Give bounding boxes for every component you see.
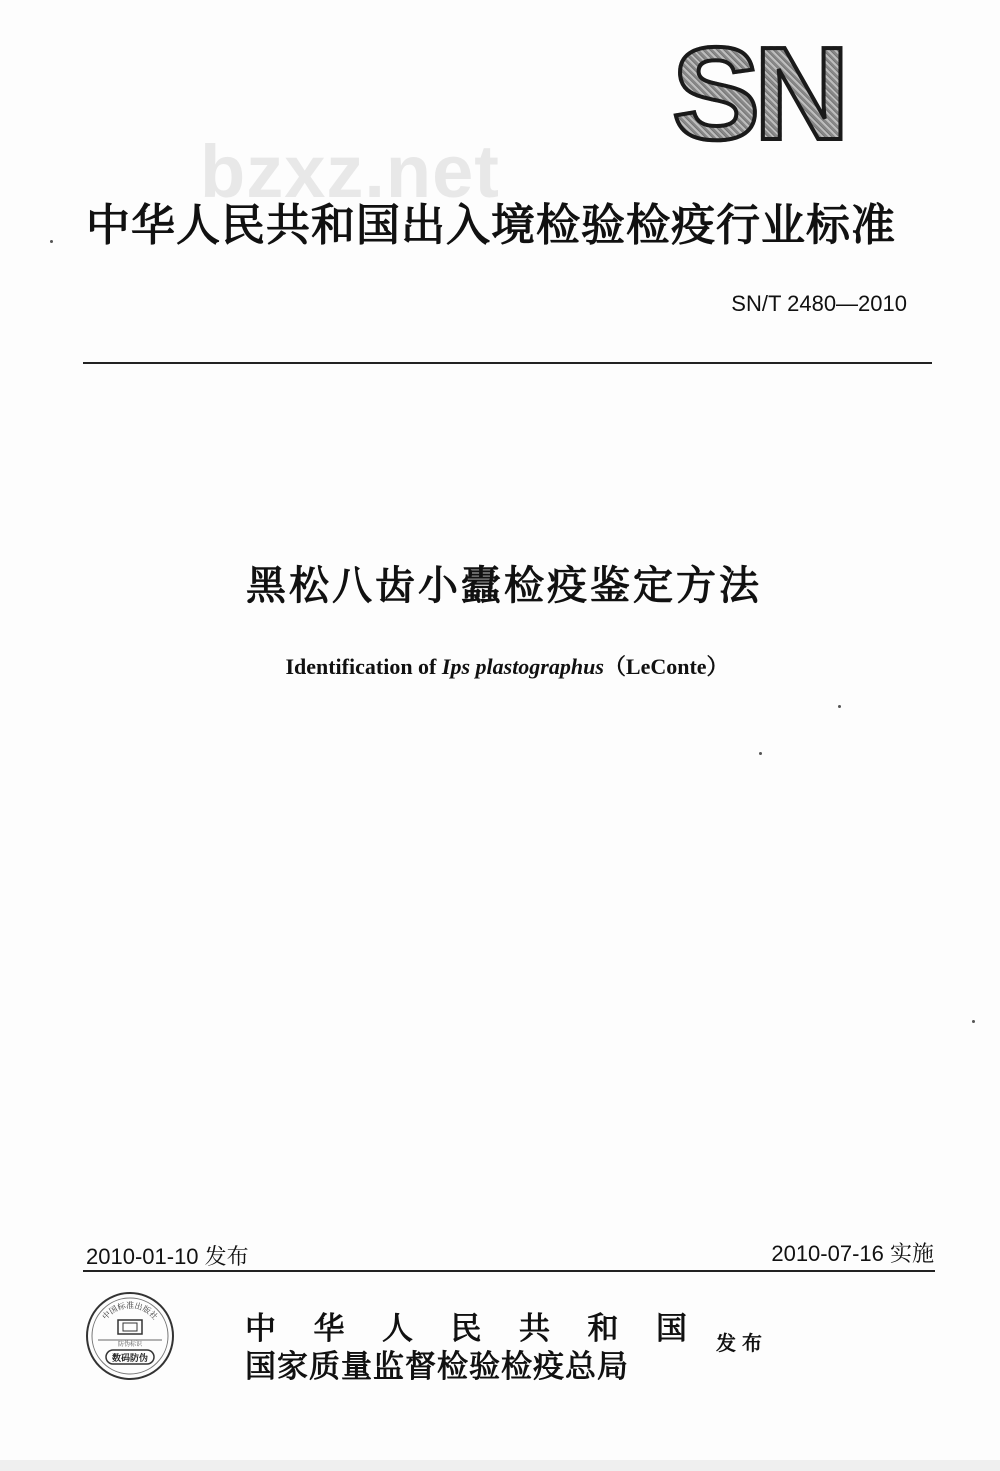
issuer-agency-name: 国家质量监督检验检疫总局 [245, 1349, 629, 1385]
scan-speck [50, 240, 53, 243]
scan-speck [838, 705, 841, 708]
issuer-char: 中 [245, 1311, 276, 1347]
sn-logo [672, 20, 882, 167]
issuer-char: 共 [519, 1311, 550, 1347]
publish-label: 发布 [716, 1331, 768, 1355]
standard-number: SN/T 2480—2010 [731, 291, 907, 316]
subtitle-prefix: Identification of [285, 654, 442, 679]
issuer-char: 人 [382, 1311, 413, 1347]
issue-date: 2010-01-10 发布 [86, 1244, 249, 1269]
standard-category-title: 中华人民共和国出入境检验检疫行业标准 [86, 200, 896, 251]
page-bottom-edge [0, 1460, 1000, 1471]
seal-bottom-text: 数码防伪 [111, 1354, 149, 1364]
scan-speck [759, 752, 762, 755]
issuer-char: 民 [450, 1311, 482, 1347]
implementation-date: 2010-07-16 实施 [771, 1241, 934, 1266]
sn-logo-text: SN [672, 20, 844, 167]
svg-text:中国标准出版社 [100, 1300, 160, 1321]
anti-counterfeit-seal [84, 1290, 176, 1382]
issuing-authority [245, 1310, 695, 1386]
subtitle-suffix: （LeConte） [603, 654, 729, 679]
scan-speck [972, 1020, 975, 1023]
issuer-char: 华 [313, 1311, 345, 1347]
document-subtitle [0, 652, 1000, 682]
watermark: bzxz.net [200, 130, 500, 213]
issuer-char: 和 [587, 1311, 619, 1347]
seal-top-text: 中国标准出版社 [100, 1301, 160, 1322]
species-name: Ips plastographus [441, 654, 604, 679]
bottom-divider [83, 1270, 935, 1272]
top-divider [83, 362, 932, 364]
seal-icon [84, 1290, 176, 1382]
issuer-country-name [245, 1310, 687, 1348]
document-title: 黑松八齿小蠹检疫鉴定方法 [246, 563, 762, 609]
seal-middle-text: 防伪标识 [117, 1341, 143, 1348]
issuer-char: 国 [656, 1311, 687, 1347]
